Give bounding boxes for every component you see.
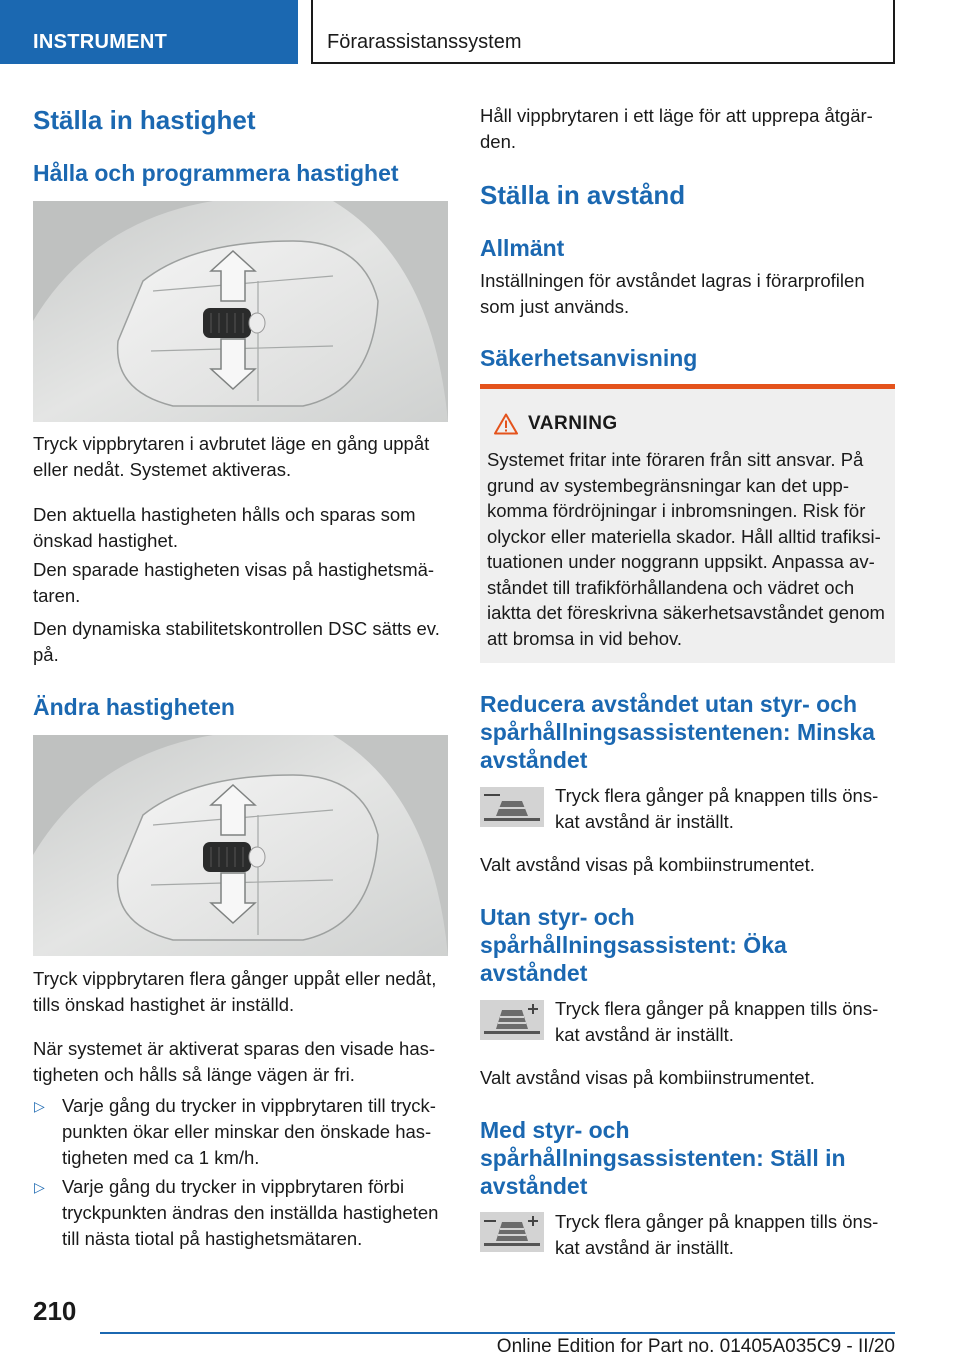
- heading-with-steering-assistant: Med styr- och spårhållningsassistenten: Ställ in avståndet: [480, 1117, 846, 1199]
- heading-safety: Säkerhetsanvisning: [480, 345, 698, 371]
- paragraph-current-speed: Den aktuella hastigheten hålls och sparas som önskad hastighet.: [33, 504, 416, 551]
- paragraph-saved-speed: Den sparade hastigheten visas på hastighetsmätaren.: [33, 559, 435, 606]
- bullet-item: [33, 1093, 448, 1171]
- heading-change-speed: Ändra hastigheten: [33, 694, 235, 720]
- bullet-text: Varje gång du trycker in vippbrytaren förbi tryckpunkten ändras den inställda hastigheten till nästa tiotal på hastighetsmätaren.: [62, 1176, 439, 1249]
- bullet-text: Varje gång du trycker in vippbrytaren till tryckpunkten ökar eller minskar den önskade hastigheten med ca 1 km/h.: [62, 1095, 436, 1168]
- warning-title: VARNING: [528, 413, 618, 434]
- page-number: 210: [33, 1296, 77, 1326]
- steering-wheel-illustration-1: [33, 201, 448, 422]
- heading-set-distance: Ställa in avstånd: [480, 180, 686, 210]
- paragraph-increase-after: Valt avstånd visas på kombiinstrumentet.: [480, 1067, 815, 1088]
- heading-hold-speed: Hålla och programmera hastighet: [33, 160, 399, 186]
- warning-triangle-icon: [494, 413, 518, 435]
- paragraph-dsc: Den dynamiska stabilitetskontrollen DSC sätts ev. på.: [33, 618, 440, 665]
- paragraph-activate: Tryck vippbrytaren i avbrutet läge en gång uppåt eller nedåt. Systemet aktiveras.: [33, 433, 430, 480]
- paragraph-increase: Tryck flera gånger på knappen tills önskat avstånd är inställt.: [555, 998, 879, 1045]
- footer-edition: Online Edition for Part no. 01405A035C9 - II/20: [496, 1336, 895, 1357]
- warning-text: Systemet fritar inte föraren från sitt ansvar. På grund av systembegränsningar kan det uppkomma fördröjningar i inbromsningen. Risk för olyckor eller materiella skador. Håll alltid trafiksituationen under noggrann uppsikt. Anpassa avståndet till trafikförhållandena och vädret och iaktta det föreskrivna säkerhetsavståndet genom att bromsa in vid behov.: [487, 449, 885, 649]
- heading-increase-distance: Utan styr- och spårhållningsassistent: Öka avståndet: [480, 904, 787, 986]
- paragraph-hold-repeat: Håll vippbrytaren i ett läge för att upprepa åtgärden.: [480, 105, 873, 152]
- bullet-triangle-icon: ▷: [34, 1179, 45, 1195]
- paragraph-press-repeatedly: Tryck vippbrytaren flera gånger uppåt eller nedåt, tills önskad hastighet är inställd.: [33, 968, 437, 1015]
- chapter-title: Förarassistanssystem: [311, 0, 895, 64]
- heading-reduce-distance: Reducera avståndet utan styr- och spårhållningsassistentenen: Minska avståndet: [480, 691, 875, 773]
- warning-box: [480, 384, 895, 663]
- heading-general: Allmänt: [480, 235, 565, 261]
- paragraph-reduce: Tryck flera gånger på knappen tills önskat avstånd är inställt.: [555, 785, 879, 832]
- distance-increase-icon: [480, 1000, 544, 1040]
- distance-adjust-icon: [480, 1212, 544, 1252]
- section-tab: INSTRUMENT: [0, 0, 298, 64]
- steering-wheel-illustration-2: [33, 735, 448, 956]
- distance-decrease-icon: [480, 787, 544, 827]
- bullet-item: [33, 1174, 448, 1252]
- paragraph-general: Inställningen för avståndet lagras i förarprofilen som just används.: [480, 270, 865, 317]
- heading-set-speed: Ställa in hastighet: [33, 105, 256, 135]
- paragraph-with-assistant: Tryck flera gånger på knappen tills önskat avstånd är inställt.: [555, 1211, 879, 1258]
- paragraph-reduce-after: Valt avstånd visas på kombiinstrumentet.: [480, 854, 815, 875]
- paragraph-saved-while-active: När systemet är aktiverat sparas den visade hastigheten och hålls så länge vägen är fri.: [33, 1038, 436, 1085]
- bullet-triangle-icon: ▷: [34, 1098, 45, 1114]
- footer-divider: [100, 1332, 895, 1334]
